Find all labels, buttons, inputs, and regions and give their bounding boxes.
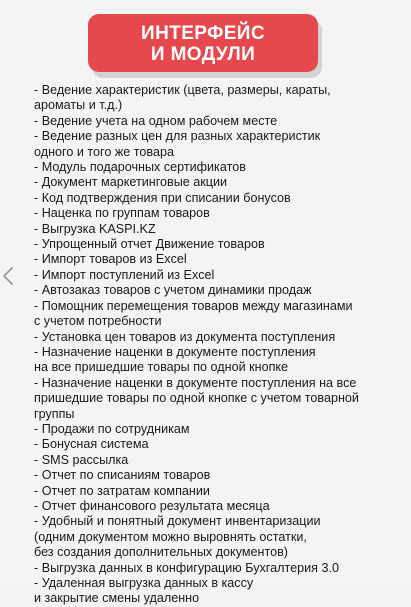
feature-item: - Отчет финансового результата месяца [34, 498, 270, 513]
feature-item: - SMS рассылка [34, 452, 129, 467]
feature-item: - Импорт товаров из Excel [34, 252, 187, 267]
feature-list [34, 83, 408, 607]
feature-item: - Упрощенный отчет Движение товаров [34, 237, 265, 252]
feature-item: - Модуль подарочных сертификатов [34, 160, 246, 175]
feature-item: - Ведение характеристик (цвета, размеры, караты, ароматы и т.д.) [34, 83, 331, 113]
feature-item: - Удаленная выгрузка данных в кассу и закрытие смены удаленно [34, 576, 254, 606]
feature-item: - Продажи по сотрудникам [34, 421, 190, 436]
feature-item: - Отчет по списаниям товаров [34, 468, 211, 483]
feature-item: - Импорт поступлений из Excel [34, 267, 215, 282]
title-banner [88, 14, 324, 78]
feature-item: - Наценка по группам товаров [34, 206, 210, 221]
feature-item: - Документ маркетинговые акции [34, 175, 228, 190]
feature-item: - Назначение наценки в документе поступления на все пришедшие товары по одной кнопке [34, 344, 316, 375]
feature-item: - Ведение учета на одном рабочем месте [34, 113, 278, 128]
banner-title-line-1: ИНТЕРФЕЙС [141, 23, 265, 44]
feature-item: - Отчет по затратам компании [34, 483, 210, 498]
feature-item: - Назначение наценки в документе поступления на все пришедшие товары по одной кнопке с учетом товарной группы [34, 375, 359, 421]
feature-item: - Бонусная система [34, 437, 149, 452]
feature-item: - Код подтверждения при списании бонусов [34, 190, 291, 205]
feature-item: - Ведение разных цен для разных характеристик одного и того же товара [34, 129, 321, 159]
feature-item: - Автозаказ товаров с учетом динамики продаж [34, 283, 312, 298]
feature-item: - Помощник перемещения товаров между магазинами с учетом потребности [34, 298, 353, 329]
banner-box [88, 14, 318, 72]
feature-item: - Выгрузка данных в конфигурацию Бухгалтерия 3.0 [34, 560, 339, 575]
feature-item: - Выгрузка KASPI.KZ [34, 221, 156, 236]
feature-item: - Удобный и понятный документ инвентаризации (одним документом можно выровнять остатки, без создания дополнительных документов) [34, 514, 321, 560]
chevron-left-icon[interactable] [1, 266, 15, 286]
banner-title-line-2: И МОДУЛИ [150, 44, 256, 65]
feature-item: - Установка цен товаров из документа поступления [34, 329, 336, 344]
